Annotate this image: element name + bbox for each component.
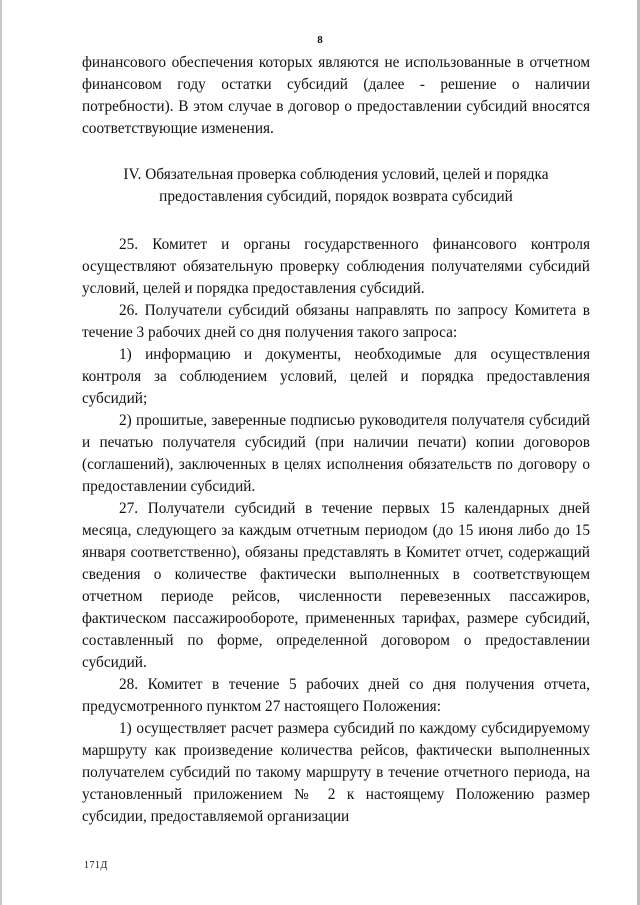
scan-edge-left [0, 0, 2, 905]
paragraph-28: 28. Комитет в течение 5 рабочих дней со дня получения отчета, предусмотренного пунктом 27 настоящего Положения: [82, 676, 590, 715]
section-heading-line-1: IV. Обязательная проверка соблюдения условий, целей и порядка [123, 166, 549, 183]
section-heading [82, 164, 590, 208]
paragraph-26: 26. Получатели субсидий обязаны направлять по запросу Комитета в течение 3 рабочих дней со дня получения такого запроса: [82, 302, 590, 341]
page-number: 8 [317, 34, 323, 46]
paragraph-28-item-1: 1) осуществляет расчет размера субсидий по каждому субсидируемому маршруту как произведение количества рейсов, фактически выполненных получателем субсидий по такому маршруту в течение отчетного периода, на установленный приложением № 2 к настоящему Положению размер субсидии, предоставляемой организации [82, 720, 590, 825]
paragraph-26-item-1: 1) информацию и документы, необходимые для осуществления контроля за соблюдением условий, целей и порядка предоставления субсидий; [82, 346, 590, 407]
document-body [82, 52, 590, 828]
footer-document-code: 171Д [84, 860, 108, 871]
section-heading-line-2: предоставления субсидий, порядок возврата субсидий [159, 188, 513, 205]
paragraph-25: 25. Комитет и органы государственного финансового контроля осуществляют обязательную проверку соблюдения получателями субсидий условий, целей и порядка предоставления субсидий. [82, 236, 590, 297]
paragraph-26-item-2: 2) прошитые, заверенные подписью руководителя получателя субсидий и печатью получателя субсидий (при наличии печати) копии договоров (соглашений), заключенных в целях исполнения обязательств по договору о предоставлении субсидий. [82, 412, 590, 495]
paragraph-27: 27. Получатели субсидий в течение первых 15 календарных дней месяца, следующего за каждым отчетным периодом (до 15 июня либо до 15 января соответственно), обязаны представлять в Комитет отчет, содержащий сведения о количестве фактически выполненных в соответствующем отчетном периоде рейсов, численности перевезенных пассажиров, фактическом пассажирообороте, примененных тарифах, размере субсидий, составленный по форме, определенной договором о предоставлении субсидий. [82, 500, 590, 671]
intro-paragraph: финансового обеспечения которых являются не использованные в отчетном финансовом году остатки субсидий (далее - решение о наличии потребности). В этом случае в договор о предоставлении субсидий вносятся соответствующие изменения. [82, 54, 590, 137]
